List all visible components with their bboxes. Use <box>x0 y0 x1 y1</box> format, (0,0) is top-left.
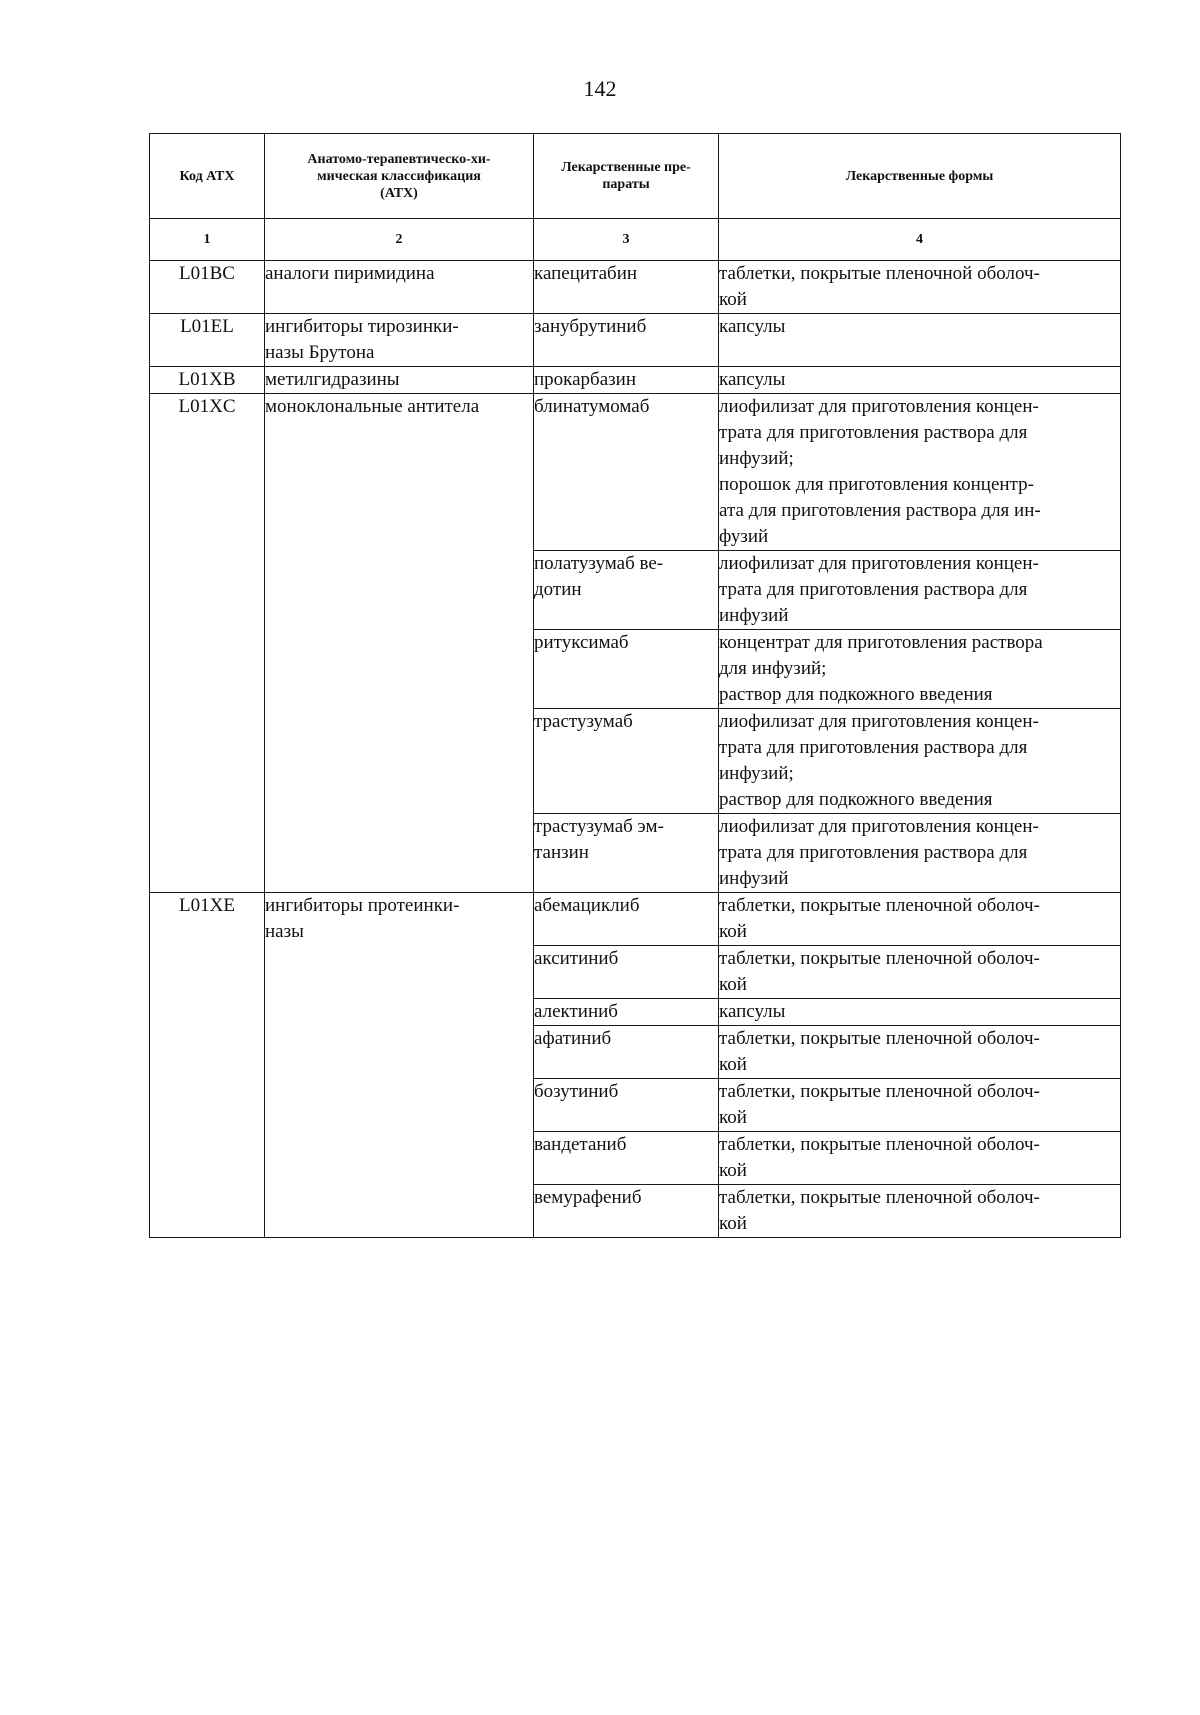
drug-name-cell <box>534 709 719 814</box>
cell-line: моноклональные антитела <box>265 396 480 417</box>
cell-line: раствор для подкожного введения <box>719 789 993 810</box>
drug-name-cell <box>534 999 719 1026</box>
cell-line: вемурафениб <box>534 1187 642 1208</box>
cell-line: акситиниб <box>534 948 619 969</box>
dosage-form-cell <box>719 1026 1121 1079</box>
cell-line: ритуксимаб <box>534 632 629 653</box>
dosage-form-cell <box>719 1079 1121 1132</box>
dosage-form-cell <box>719 314 1121 367</box>
drug-name-cell <box>534 1079 719 1132</box>
cell-line: раствор для подкожного введения <box>719 684 993 705</box>
dosage-form-cell <box>719 814 1121 893</box>
atx-code-cell: L01EL <box>150 314 265 367</box>
cell-line: таблетки, покрытые пленочной оболоч- <box>719 1187 1040 1208</box>
cell-line: таблетки, покрытые пленочной оболоч- <box>719 1081 1040 1102</box>
column-number: 4 <box>719 219 1121 261</box>
cell-line: таблетки, покрытые пленочной оболоч- <box>719 1028 1040 1049</box>
table-row <box>150 893 1121 946</box>
cell-line: кой <box>719 1054 747 1075</box>
column-number-row <box>150 219 1121 261</box>
cell-line: кой <box>719 921 747 942</box>
cell-line: таблетки, покрытые пленочной оболоч- <box>719 263 1040 284</box>
classification-cell <box>265 893 534 1238</box>
table-row <box>150 314 1121 367</box>
cell-line: капсулы <box>719 1001 786 1022</box>
cell-line: лиофилизат для приготовления концен- <box>719 396 1039 417</box>
dosage-form-cell <box>719 893 1121 946</box>
cell-line: назы Брутона <box>265 342 375 363</box>
drug-name-cell <box>534 1026 719 1079</box>
cell-line: блинатумомаб <box>534 396 650 417</box>
cell-line: метилгидразины <box>265 369 400 390</box>
dosage-form-cell <box>719 394 1121 551</box>
header-classification <box>265 134 534 219</box>
cell-line: трата для приготовления раствора для <box>719 579 1028 600</box>
cell-line: трата для приготовления раствора для <box>719 422 1028 443</box>
cell-line: для инфузий; <box>719 658 827 679</box>
cell-line: фузий <box>719 526 769 547</box>
cell-line: порошок для приготовления концентр- <box>719 474 1034 495</box>
dosage-form-cell <box>719 946 1121 999</box>
cell-line: Анатомо-терапевтическо-хи- <box>307 151 491 167</box>
header-row <box>150 134 1121 219</box>
dosage-form-cell <box>719 261 1121 314</box>
cell-line: лиофилизат для приготовления концен- <box>719 553 1039 574</box>
cell-line: Код АТХ <box>179 168 235 184</box>
cell-line: дотин <box>534 579 582 600</box>
drug-name-cell <box>534 814 719 893</box>
cell-line: кой <box>719 1107 747 1128</box>
drug-name-cell <box>534 394 719 551</box>
cell-line: инфузий <box>719 868 789 889</box>
cell-line: капсулы <box>719 316 786 337</box>
cell-line: (АТХ) <box>380 185 418 201</box>
cell-line: абемациклиб <box>534 895 640 916</box>
cell-line: инфузий; <box>719 763 794 784</box>
drug-name-cell <box>534 261 719 314</box>
drug-name-cell <box>534 551 719 630</box>
dosage-form-cell <box>719 1132 1121 1185</box>
drug-name-cell <box>534 630 719 709</box>
drug-name-cell <box>534 314 719 367</box>
atx-code-cell: L01XB <box>150 367 265 394</box>
cell-line: таблетки, покрытые пленочной оболоч- <box>719 895 1040 916</box>
cell-line: ингибиторы протеинки- <box>265 895 460 916</box>
header-code <box>150 134 265 219</box>
atx-table <box>149 133 1121 1238</box>
cell-line: капсулы <box>719 369 786 390</box>
cell-line: таблетки, покрытые пленочной оболоч- <box>719 948 1040 969</box>
classification-cell <box>265 367 534 394</box>
atx-code-cell: L01XE <box>150 893 265 1238</box>
table-row <box>150 367 1121 394</box>
cell-line: Лекарственные пре- <box>561 160 691 175</box>
cell-line: мическая классификация <box>317 168 481 184</box>
classification-cell <box>265 314 534 367</box>
table-row <box>150 394 1121 551</box>
drug-name-cell <box>534 893 719 946</box>
classification-cell <box>265 394 534 893</box>
cell-line: параты <box>602 177 650 192</box>
cell-line: трата для приготовления раствора для <box>719 737 1028 758</box>
dosage-form-cell <box>719 1185 1121 1238</box>
header-forms <box>719 134 1121 219</box>
column-number: 1 <box>150 219 265 261</box>
cell-line: трастузумаб эм- <box>534 816 664 837</box>
atx-table-body <box>150 261 1121 1238</box>
drug-name-cell <box>534 1132 719 1185</box>
cell-line: трастузумаб <box>534 711 633 732</box>
drug-name-cell <box>534 1185 719 1238</box>
cell-line: кой <box>719 1160 747 1181</box>
column-number: 3 <box>534 219 719 261</box>
table-row <box>150 261 1121 314</box>
cell-line: танзин <box>534 842 589 863</box>
cell-line: инфузий; <box>719 448 794 469</box>
drug-name-cell <box>534 946 719 999</box>
cell-line: алектиниб <box>534 1001 618 1022</box>
cell-line: лиофилизат для приготовления концен- <box>719 816 1039 837</box>
dosage-form-cell <box>719 630 1121 709</box>
cell-line: трата для приготовления раствора для <box>719 842 1028 863</box>
dosage-form-cell <box>719 367 1121 394</box>
cell-line: афатиниб <box>534 1028 612 1049</box>
cell-line: лиофилизат для приготовления концен- <box>719 711 1039 732</box>
cell-line: кой <box>719 974 747 995</box>
cell-line: вандетаниб <box>534 1134 627 1155</box>
cell-line: кой <box>719 1213 747 1234</box>
cell-line: таблетки, покрытые пленочной оболоч- <box>719 1134 1040 1155</box>
atx-code-cell: L01XC <box>150 394 265 893</box>
column-number: 2 <box>265 219 534 261</box>
classification-cell <box>265 261 534 314</box>
cell-line: капецитабин <box>534 263 638 284</box>
cell-line: назы <box>265 921 304 942</box>
cell-line: ата для приготовления раствора для ин- <box>719 500 1041 521</box>
cell-line: ингибиторы тирозинки- <box>265 316 459 337</box>
cell-line: инфузий <box>719 605 789 626</box>
dosage-form-cell <box>719 551 1121 630</box>
cell-line: Лекарственные формы <box>845 168 994 184</box>
dosage-form-cell <box>719 999 1121 1026</box>
cell-line: занубрутиниб <box>534 316 647 337</box>
dosage-form-cell <box>719 709 1121 814</box>
cell-line: концентрат для приготовления раствора <box>719 632 1043 653</box>
cell-line: аналоги пиримидина <box>265 263 435 284</box>
page-number: 142 <box>583 76 617 101</box>
cell-line: прокарбазин <box>534 369 636 390</box>
header-drugs <box>534 134 719 219</box>
cell-line: бозутиниб <box>534 1081 619 1102</box>
cell-line: полатузумаб ве- <box>534 553 664 574</box>
drug-name-cell <box>534 367 719 394</box>
cell-line: кой <box>719 289 747 310</box>
atx-code-cell: L01BC <box>150 261 265 314</box>
